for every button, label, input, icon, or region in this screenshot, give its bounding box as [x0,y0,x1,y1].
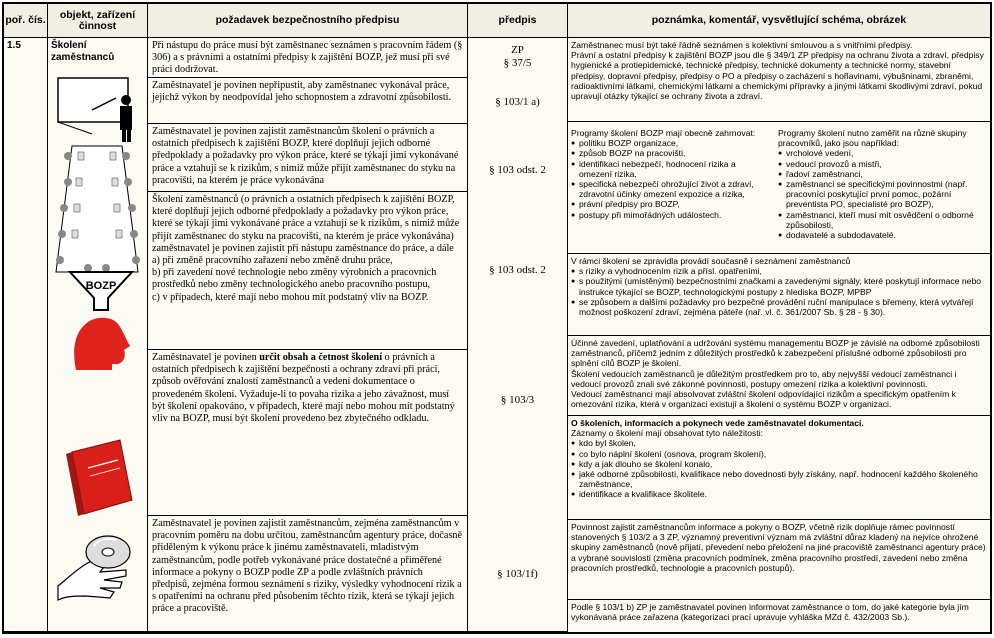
programs-general-list [571,138,771,220]
row-number-cell [4,38,48,632]
list-item: ● co bylo náplní školení (osnova, program školení), [579,449,987,459]
requirement-1-text: Při nástupu do práce musí být zaměstnanec seznámen s pracovním řádem (§ 306) a s právními a ostatními předpisy k zajištění BOZP, jež musí při své práci dodržovat. [152,40,463,76]
section-number: 1.5 [7,40,21,51]
requirement-5: Zaměstnavatel je povinen určit obsah a četnost školení o právních a ostatních předpisech k zajištění bezpečnosti a ochrany zdraví při práci, způsob ověřování znalostí zaměstnanců a vedení dokumentace o provedeném školení. Vyžaduje-li to povaha rizika a jeho závažnost, musí být školení opakováno, v případech, které mají nebo mohou mít podstatný vliv na BOZP, musí být školení provedeno bez zbytečného odkladu. [148,350,468,516]
requirement-4-item-a: a) při změně pracovního zařazení nebo změně druhu práce, [152,255,393,267]
regulation-column [468,38,568,632]
ref-103-1f: § 103/1f) [497,568,538,580]
requirement-5-text: o právních a ostatních předpisech k zajištění bezpečnosti a ochrany zdraví při práci, způsob ověřování znalostí zaměstnanců a vedení dokumentace o provedeném školení. Vyžaduje-li to povaha rizika a jeho závažnost, musí být školení opakováno, v případech, které mají nebo mohou mít podstatný vliv na BOZP, musí být školení provedeno bez zbytečného odkladu. [152,352,455,425]
note-legal-regulations: Právní a ostatní předpisy k zajištění BOZP jsou dle § 349/1 ZP předpisy na ochranu života a zdraví, předpisy hygienické a protiepidemické, technické předpisy, technické dokumenty a technické normy, stavební předpisy, dopravní předpisy, předpisy o PO a předpisy o zacházení s hořlavinami, výbušninami, zbraněmi, radioaktivními látkami, chemickými látkami a chemickými přípravky a jinými látkami škodlivými zdraví, pokud upravují otázky týkající se ochrany života a zdraví. [571,50,984,102]
requirement-2-text: Zaměstnavatel je povinen nepřipustit, aby zaměstnanec vykonával práce, jejichž výkon by neodpovídal jeho schopnostem a zdravotní způsobilosti. [152,80,452,104]
ref-103-2-second: § 103 odst. 2 [489,264,546,276]
header-requirement [148,4,468,38]
training-content-title: V rámci školení se zpravidla provádí současně i seznámení zaměstnanců [571,256,851,266]
requirement-3 [148,124,468,192]
records-list [571,438,987,499]
object-cell [48,38,148,632]
note-management-system [568,336,990,416]
header-note [568,4,990,38]
list-item: ● s riziky a vyhodnocením rizik a přísl. opatřeními, [579,266,987,276]
list-item: ● vedoucí provozů a mistři, [786,159,984,169]
ref-37-5: § 37/5 [503,57,532,69]
svg-text:BOZP: BOZP [85,280,117,292]
list-item: ● jaké odborné způsobilosti, kvalifikace nebo dovednosti byly získány, např. hodnocení každého školeného zaměstnance, [579,469,987,489]
ref-103-1a: § 103/1 a) [495,96,540,108]
list-item: ● dodavatelé a subdodavatelé. [786,230,984,240]
note-collective-agreement: Zaměstnanec musí být také řádně seznámen s kolektivní smlouvou a s vnitřními předpisy. [571,40,913,50]
programs-groups-title: Programy školení nutno zaměřit na různé skupiny pracovníků, jako jsou například: [778,128,967,149]
list-item: ● kdo byl školen, [579,438,987,448]
safety-regulation-table [2,2,992,634]
requirement-5-emphasis: určit obsah a četnost školení [259,352,383,363]
note-training-content [568,254,990,336]
requirement-2 [148,78,468,124]
training-content-list [571,266,987,317]
list-item: ● kdy a jak dlouho se školení konalo, [579,459,987,469]
classroom-training-illustration [52,76,144,276]
list-item: ● s použitými (umístěnými) bezpečnostními značkami a zavedenými signály, které poskytují informace nebo instrukce týkající se BOZP, technologickými postupy z hlediska BOZP, MPBP [579,276,987,296]
programs-groups [778,128,984,240]
list-item: ● se způsobem a dalšími požadavky pro bezpečné provádění ruční manipulace s břemeny, která vytvářejí možnost poškození zdraví, zejména páteře (nař. vl. č. 361/2007 Sb. § 28 - § 30). [579,297,987,317]
note-categorization [568,600,990,632]
note-records [568,416,990,520]
requirement-6-text: Zaměstnavatel je povinen zajistit zaměstnancům, zejména zaměstnancům v pracovním poměru na dobu určitou, zaměstnancům agentury práce, dočasně přiděleným k výkonu práce k jinému zaměstnavateli, mladistvým zaměstnancům, podle potřeb vykonávané práce dostatečné a přiměřené informace a pokyny o BOZP podle ZP a podle zvláštních právních předpisů, zejména formou seznámení s riziky, výsledky vyhodnocení rizik a s opatřeními na ochranu před působením těchto rizik, která se týkají jejich práce a pracoviště. [152,518,463,615]
ref-103-3: § 103/3 [500,394,535,406]
note-managers-training: Školení vedoucích zaměstnanců je důležitým prostředkem pro to, aby nejvyšší vedoucí zaměstnanci i vedoucí provozů znali své zákonné povinnosti, postupy omezení rizika a kolektivní povinnosti. [571,368,957,389]
header-regulation-label: předpis [498,14,537,26]
requirement-4-text: Školení zaměstnanců (o právních a ostatních předpisech k zajištění BOZP, které doplňují jejich odborné předpoklady a požadavky pro výkon práce, které se týkají jimi vykonávané práce a vztahují se k rizikům, s nimiž může přijít zaměstnanec do styku na pracovišti, na kterém je práce vykonávána) zaměstnavatel je povinen zajistit při nástupu zaměstnance do práce, a dále [152,194,460,254]
header-number-label: poř. čís. [5,14,46,26]
list-item: ● identifikaci nebezpečí, hodnocení rizika a omezení rizika, [579,159,771,179]
records-intro: Záznamy o školení mají obsahovat tyto náležitosti: [571,428,764,439]
list-item: ● zaměstnanci, kteří musí mít osvědčení o odborné způsobilosti, [786,210,984,230]
note-1 [568,38,990,122]
programs-groups-list [778,148,984,240]
list-item: ● způsob BOZP na pracovišti, [579,148,771,158]
header-requirement-label: požadavek bezpečnostního předpisu [215,14,400,26]
note-information-duty [568,520,990,600]
requirement-4-item-c: c) v případech, které mají nebo mohou mít podstatný vliv na BOZP. [152,291,429,303]
list-item: ● řadoví zaměstnanci, [786,169,984,179]
programs-general-title: Programy školení BOZP mají obecně zahrnovat: [571,128,756,138]
ref-103-2-first: § 103 odst. 2 [489,164,546,176]
section-title: Školení zaměstnanců [51,40,115,63]
list-item: ● politiku BOZP organizace, [579,138,771,148]
hand-with-disc-icon [56,526,140,602]
list-item: ● specifická nebezpečí ohrožující život a zdraví, zdravotní účinky omezení expozice a rizika, [579,179,771,199]
note-categorization-text: Podle § 103/1 b) ZP je zaměstnavatel povinen informovat zaměstnance o tom, do jaké kategorie byla jím vykonávaná práce zařazena (kategorizaci prací upravuje vyhláška MZd č. 432/2003 Sb.). [571,602,969,623]
list-item: ● vrcholové vedení, [786,148,984,158]
list-item: ● právní předpisy pro BOZP, [579,199,771,209]
ref-zp: ZP [511,44,524,56]
requirement-4 [148,192,468,350]
requirement-4-item-b: b) při zavedení nové technologie nebo změny výrobních a pracovních prostředků nebo změny technologického anebo pracovního postupu, [152,267,437,291]
records-title: O školeních, informacích a pokynech vede zaměstnavatel dokumentaci. [571,418,864,428]
header-note-label: poznámka, komentář, vysvětlující schéma, obrázek [651,14,907,26]
requirement-1 [148,38,468,78]
header-number [4,4,48,38]
header-regulation [468,4,568,38]
note-programs [568,122,990,254]
programs-general [571,128,771,220]
bozp-funnel-head-icon [66,270,136,370]
note-managers-special: Vedoucí zaměstnanci mají absolvovat zvláštní školení odpovídající rizikům a specifickým opatřením k omezování rizika, která v organizaci existují a školení o systému BOZP v organizaci. [571,389,956,410]
note-competence: Účinné zavedení, uplatňování a udržování systému managementu BOZP je závislé na odborné způsobilosti zaměstnanců, přičemž jedním z důležitých prostředků k zabezpečení příslušné odborné způsobilosti pro splnění cílů BOZP je školení. [571,338,980,369]
red-book-icon [62,438,136,518]
header-object [48,4,148,38]
list-item: ● identifikace a kvalifikace školitele. [579,489,987,499]
list-item: ● postupy při mimořádných událostech. [579,210,771,220]
note-information-text: Povinnost zajistit zaměstnancům informace a pokyny o BOZP, včetně rizik doplňuje rámec povinností stanovených § 103/2 a 3 ZP, významný preventivní význam má zvláštní důraz kladený na nejvíce ohrožené skupiny zaměstnanců (nově přijatí, převedení nebo přeložení na jiné pracoviště zaměstnanci agentury práce) a vybrané souvislosti (změna pracovních podmínek, změna pracovního prostředí, zavedení nebo změna pracovních prostředků, technologie a pracovních postupů). [571,522,986,573]
header-object-label: objekt, zařízení činnost [59,8,136,32]
requirement-6 [148,516,468,632]
list-item: ● zaměstnanci se specifickými povinnostmi (např. pracovníci poskytující první pomoc, požární preventista PO, specialisté pro BOZP), [786,179,984,210]
requirement-3-text: Zaměstnavatel je povinen zajistit zaměstnancům školení o právních a ostatních předpisech k zajištění BOZP, které doplňují jejich odborné předpoklady a požadavky pro výkon práce, které se týkají jimi vykonávané práce a vztahují se k rizikům, s nimiž může přijít zaměstnanec do styku na pracovišti, na kterém je práce vykonávána [152,126,459,186]
